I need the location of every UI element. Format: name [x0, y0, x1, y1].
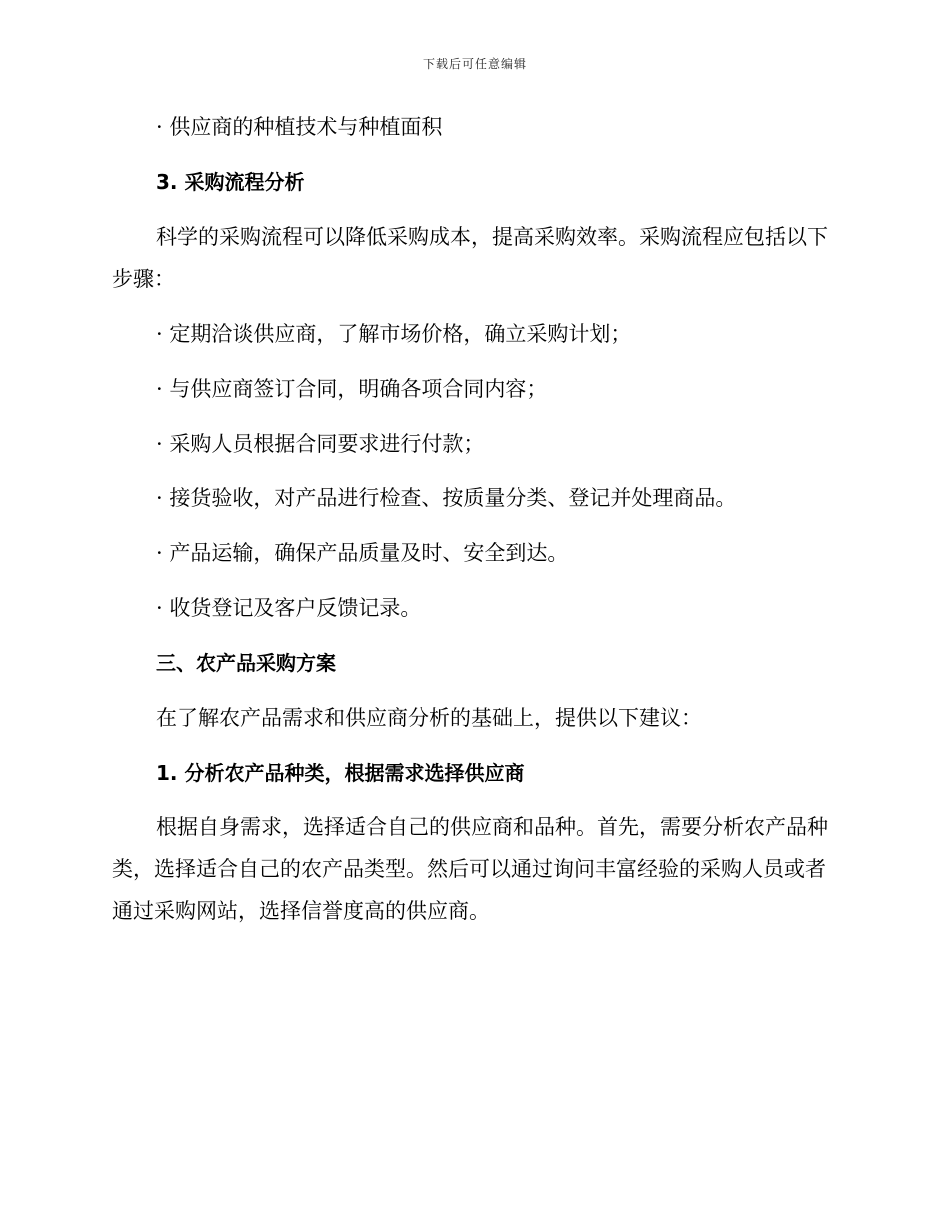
heading-procurement-process: 3. 采购流程分析: [156, 170, 305, 194]
paragraph-section-three-intro: 在了解农产品需求和供应商分析的基础上，提供以下建议：: [156, 706, 702, 730]
process-step-2: · 与供应商签订合同，明确各项合同内容；: [156, 377, 548, 401]
process-step-5: · 产品运输，确保产品质量及时、安全到达。: [156, 541, 569, 565]
process-step-1: · 定期洽谈供应商，了解市场价格，确立采购计划；: [156, 322, 632, 346]
paragraph-process-intro: 科学的采购流程可以降低采购成本，提高采购效率。采购流程应包括以下步骤：: [112, 225, 828, 291]
page-header: 下载后可任意编辑: [422, 57, 527, 71]
process-step-3: · 采购人员根据合同要求进行付款；: [156, 432, 485, 456]
paragraph-sub-one: 根据自身需求，选择适合自己的供应商和品种。首先，需要分析农产品种类，选择适合自己的农产品类型。然后可以通过询问丰富经验的采购人员或者通过采购网站，选择信誉度高的供应商。: [112, 815, 828, 923]
heading-sub-one: 1. 分析农产品种类，根据需求选择供应商: [156, 761, 525, 785]
process-step-4: · 接货验收，对产品进行检查、按质量分类、登记并处理商品。: [156, 486, 737, 510]
process-step-6: · 收货登记及客户反馈记录。: [156, 596, 422, 620]
heading-section-three: 三、农产品采购方案: [156, 651, 336, 675]
bullet-supplier-tech: · 供应商的种植技术与种植面积: [156, 115, 443, 139]
